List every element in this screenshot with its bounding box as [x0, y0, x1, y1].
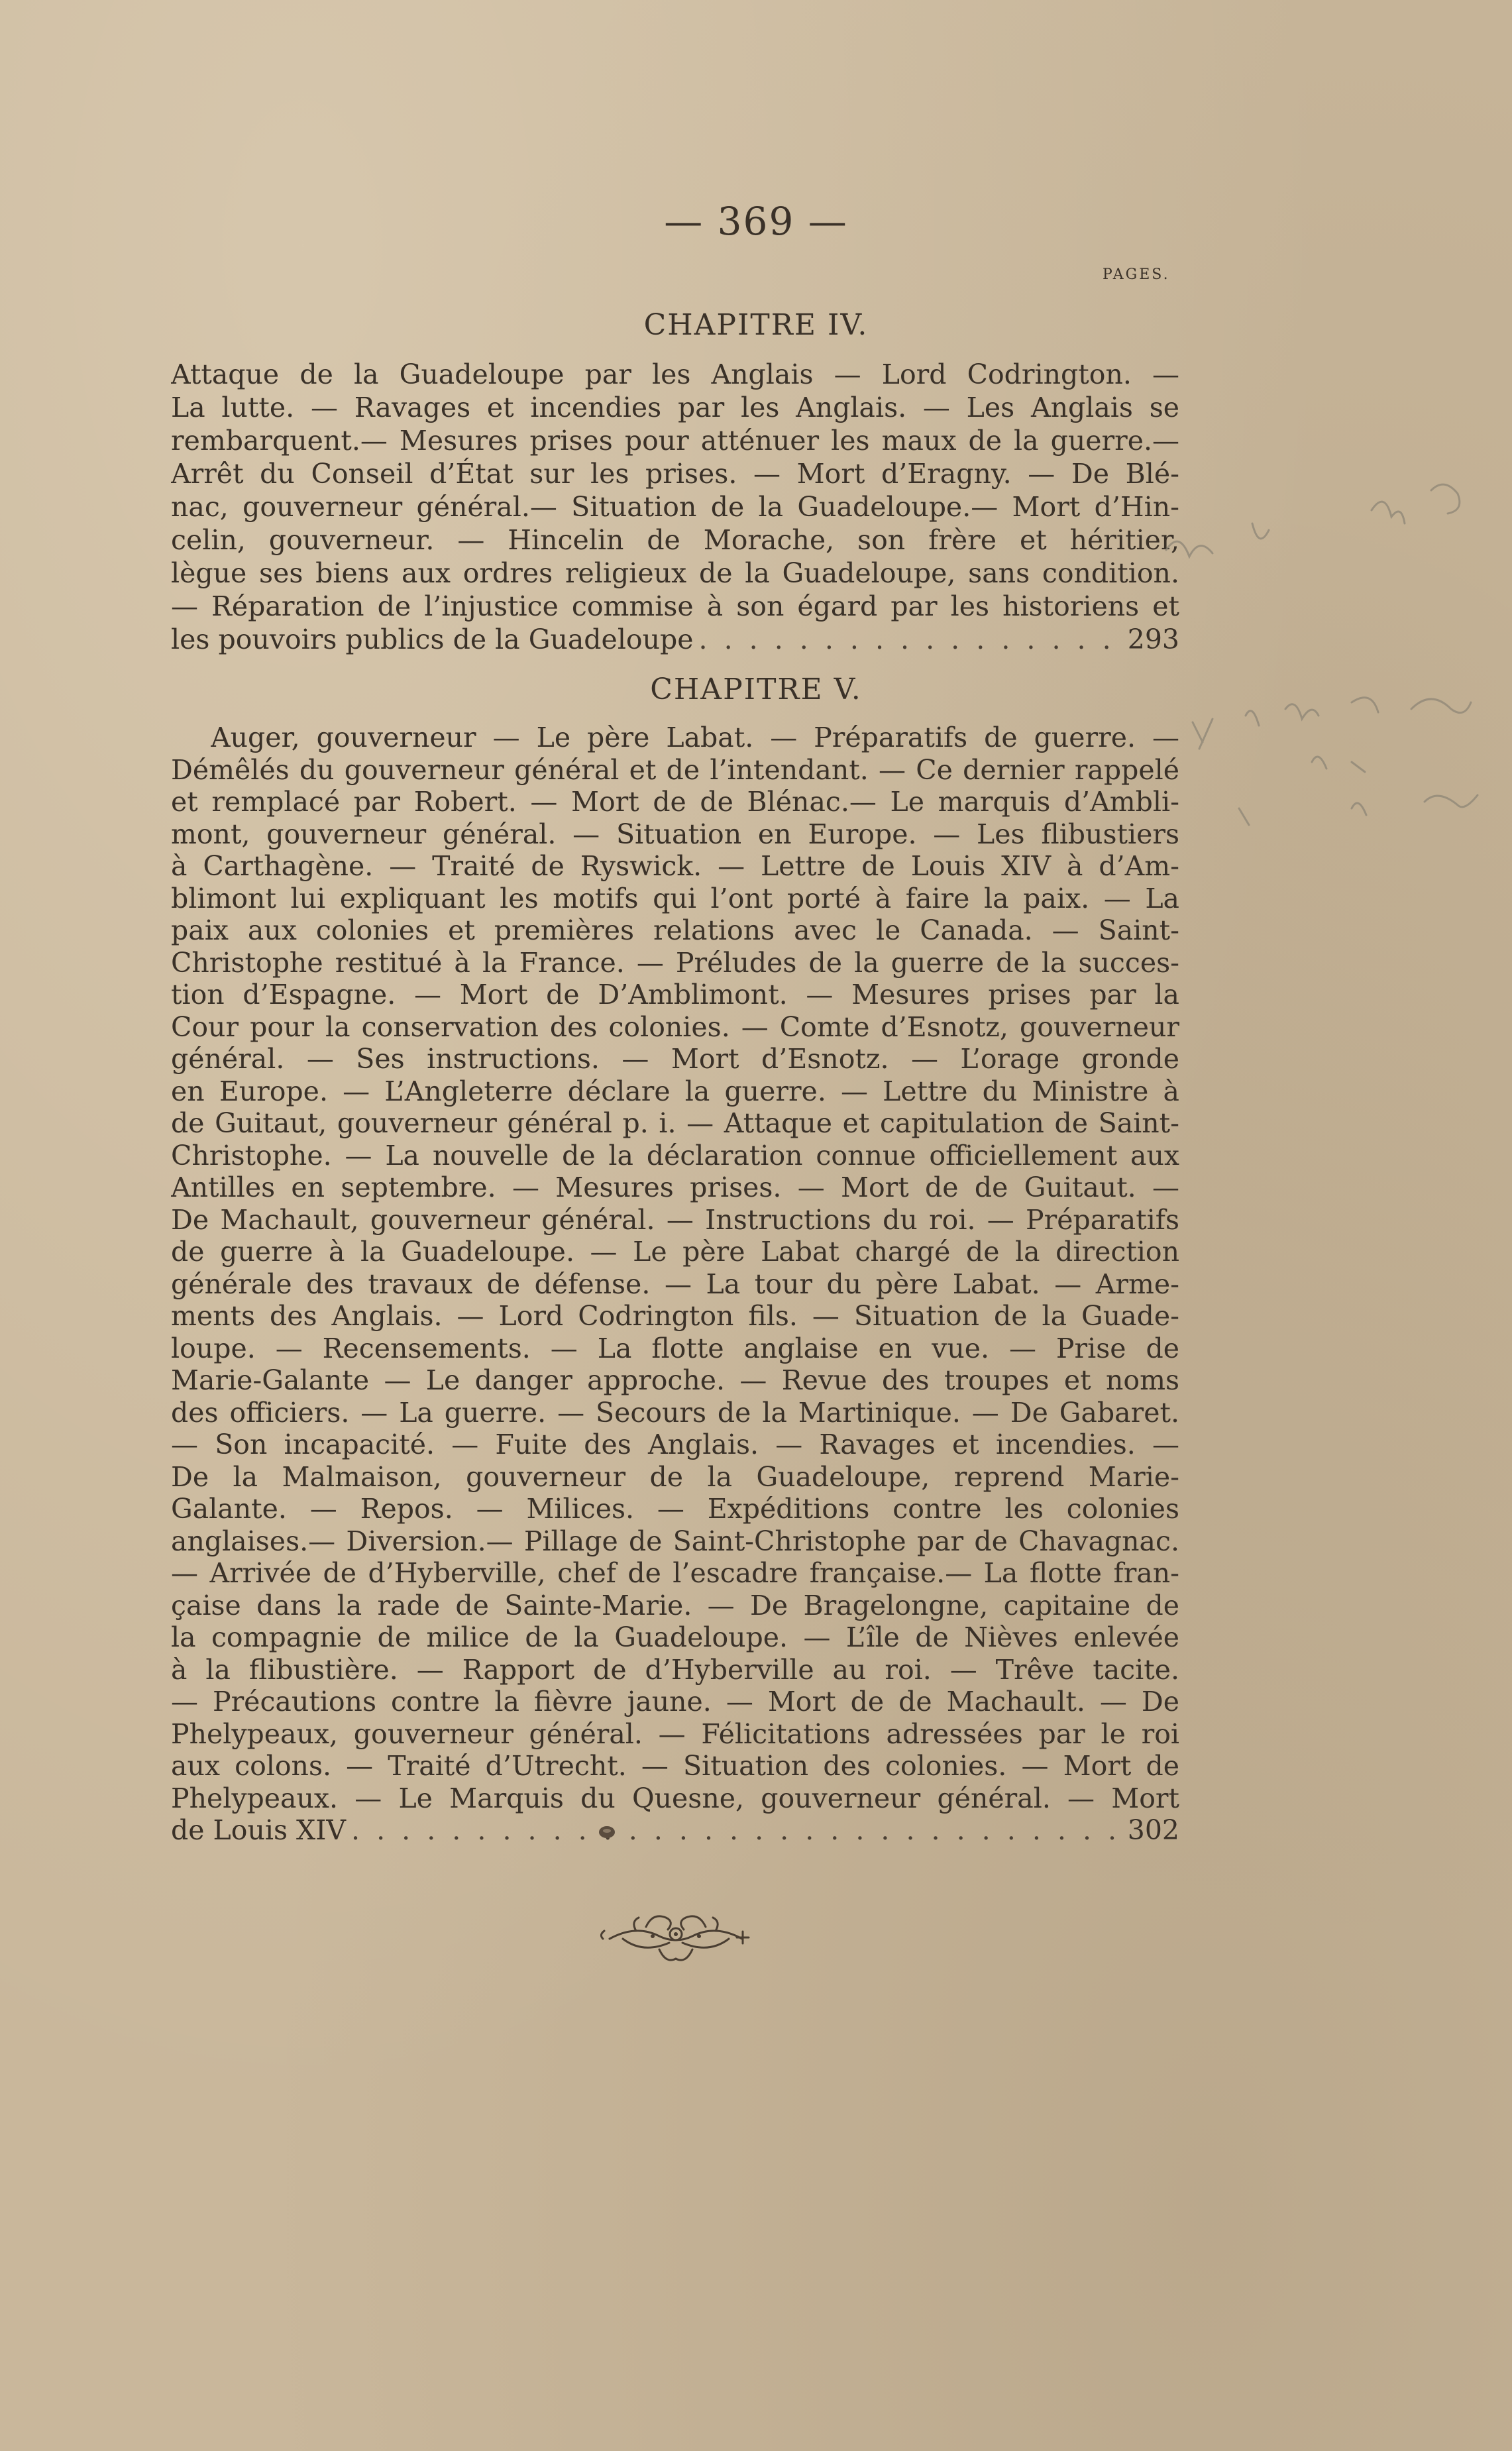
summary-line: blimont lui expliquant les motifs qui l’ont porté à faire la paix. — La	[171, 882, 1179, 914]
dot-leader	[699, 623, 1122, 656]
dot-leader	[351, 1814, 1122, 1847]
fleuron-ornament-icon	[596, 1898, 755, 1977]
summary-line: mont, gouverneur général. — Situation en Europe. — Les flibustiers	[171, 818, 1179, 850]
summary-line: lègue ses biens aux ordres religieux de la Guadeloupe, sans condition.	[171, 557, 1179, 589]
summary-line: général. — Ses instructions. — Mort d’Esnotz. — L’orage gronde	[171, 1043, 1179, 1075]
pages-column-label: PAGES.	[1103, 266, 1170, 283]
summary-line: anglaises.— Diversion.— Pillage de Saint-Christophe par de Chavagnac.	[171, 1525, 1179, 1557]
pencil-marginalia	[1153, 464, 1484, 835]
summary-line: les pouvoirs publics de la Guadeloupe	[171, 624, 694, 655]
summary-line: à la flibustière. — Rapport de d’Hyberville au roi. — Trêve tacite.	[171, 1653, 1179, 1686]
summary-line: nac, gouverneur général.— Situation de la Guadeloupe.— Mort d’Hin-	[171, 491, 1179, 523]
chapter-iv-heading: CHAPITRE IV.	[643, 308, 869, 342]
summary-line: Démêlés du gouverneur général et de l’intendant. — Ce dernier rappelé	[171, 753, 1179, 786]
summary-line: Galante. — Repos. — Milices. — Expéditions contre les colonies	[171, 1493, 1179, 1525]
summary-line: De Machault, gouverneur général. — Instructions du roi. — Préparatifs	[171, 1203, 1179, 1236]
page-number: — 369 —	[664, 199, 848, 244]
summary-line: Arrêt du Conseil d’État sur les prises. — Mort d’Eragny. — De Blé-	[171, 458, 1179, 490]
summary-last-line	[171, 1814, 1179, 1847]
summary-line: de guerre à la Guadeloupe. — Le père Labat chargé de la direction	[171, 1236, 1179, 1268]
summary-line: çaise dans la rade de Sainte-Marie. — De Bragelongne, capitaine de	[171, 1589, 1179, 1621]
summary-line: Cour pour la conservation des colonies. — Comte d’Esnotz, gouverneur	[171, 1010, 1179, 1043]
summary-line: — Précautions contre la fièvre jaune. — Mort de de Machault. — De	[171, 1686, 1179, 1717]
summary-line: Auger, gouverneur — Le père Labat. — Préparatifs de guerre. —	[211, 722, 1179, 753]
summary-line: Christophe restitué à la France. — Préludes de la guerre de la succes-	[171, 946, 1179, 979]
summary-line: à Carthagène. — Traité de Ryswick. — Lettre de Louis XIV à d’Am-	[171, 850, 1179, 882]
summary-line: loupe. — Recensements. — La flotte anglaise en vue. — Prise de	[171, 1332, 1179, 1364]
summary-line: rembarquent.— Mesures prises pour atténuer les maux de la guerre.—	[171, 425, 1179, 457]
summary-line: Phelypeaux. — Le Marquis du Quesne, gouverneur général. — Mort	[171, 1782, 1179, 1814]
summary-line: Phelypeaux, gouverneur général. — Félicitations adressées par le roi	[171, 1717, 1179, 1750]
summary-line: et remplacé par Robert. — Mort de de Blénac.— Le marquis d’Ambli-	[171, 786, 1179, 818]
summary-line: aux colons. — Traité d’Utrecht. — Situation des colonies. — Mort de	[171, 1750, 1179, 1782]
summary-line: celin, gouverneur. — Hincelin de Morache, son frère et héritier,	[171, 524, 1179, 556]
summary-line: générale des travaux de défense. — La tour du père Labat. — Arme-	[171, 1268, 1179, 1300]
summary-line: tion d’Espagne. — Mort de D’Amblimont. — Mesures prises par la	[171, 979, 1179, 1010]
summary-line: — Arrivée de d’Hyberville, chef de l’escadre française.— La flotte fran-	[171, 1557, 1179, 1589]
summary-line: De la Malmaison, gouverneur de la Guadeloupe, reprend Marie-	[171, 1460, 1179, 1493]
summary-line: La lutte. — Ravages et incendies par les Anglais. — Les Anglais se	[171, 392, 1179, 423]
page-reference: 293	[1127, 624, 1179, 655]
summary-line: Christophe. — La nouvelle de la déclaration connue officiellement aux	[171, 1139, 1179, 1171]
summary-line: Attaque de la Guadeloupe par les Anglais — Lord Codrington. —	[171, 358, 1179, 390]
summary-line: des officiers. — La guerre. — Secours de la Martinique. — De Gabaret.	[171, 1396, 1179, 1429]
small-ornament-icon	[597, 1824, 617, 1841]
page-reference: 302	[1127, 1814, 1179, 1846]
summary-line: Marie-Galante — Le danger approche. — Revue des troupes et noms	[171, 1364, 1179, 1396]
summary-line: de Louis XIV	[171, 1814, 347, 1846]
summary-line: ments des Anglais. — Lord Codrington fils. — Situation de la Guade-	[171, 1300, 1179, 1332]
summary-line: Antilles en septembre. — Mesures prises. — Mort de de Guitaut. —	[171, 1171, 1179, 1203]
summary-line: — Réparation de l’injustice commise à son égard par les historiens et	[171, 590, 1179, 622]
chapter-v-heading: CHAPITRE V.	[650, 673, 862, 706]
summary-line: paix aux colonies et premières relations avec le Canada. — Saint-	[171, 914, 1179, 946]
summary-last-line	[171, 623, 1179, 656]
summary-line: — Son incapacité. — Fuite des Anglais. — Ravages et incendies. —	[171, 1429, 1179, 1460]
summary-line: la compagnie de milice de la Guadeloupe. — L’île de Nièves enlevée	[171, 1621, 1179, 1653]
summary-line: en Europe. — L’Angleterre déclare la guerre. — Lettre du Ministre à	[171, 1075, 1179, 1107]
summary-line: de Guitaut, gouverneur général p. i. — Attaque et capitulation de Saint-	[171, 1107, 1179, 1139]
